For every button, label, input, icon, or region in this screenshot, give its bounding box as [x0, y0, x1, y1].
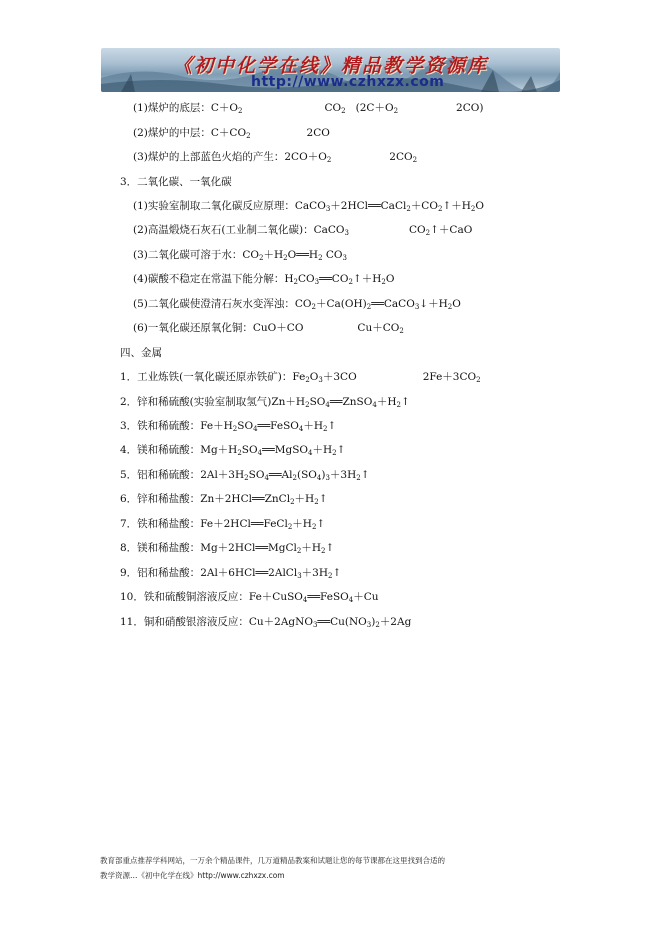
section4-item-9: 9．铝和稀盐酸：$2Al+6HCl══2AlCl_3+3H_2↑$: [120, 567, 342, 580]
banner-title: 《初中化学在线》精品教学资源库: [172, 55, 488, 77]
section4-heading: 四、金属: [120, 347, 162, 359]
section4-item-6: 6．锌和稀盐酸：$Zn+2HCl══ZnCl_2+H_2↑$: [120, 493, 328, 506]
section4-item-5: 5．铝和稀硫酸：$2Al+3H_2SO_4══Al_2(SO_4)_3+3H_2↑$: [120, 469, 370, 482]
section4-item-8: 8．镁和稀盐酸：$Mg+2HCl══MgCl_2+H_2↑$: [120, 542, 335, 555]
coal-stove-top-label: (3)煤炉的上部蓝色火焰的产生：: [133, 151, 285, 163]
section4-item-3: 3．铁和稀硫酸：$Fe+H_2SO_4══FeSO_4+H_2↑$: [120, 420, 337, 433]
coal-stove-bottom-line: (1)煤炉的底层：$C+O_2$ $CO_2$ ($2C+O_2$ 2CO): [133, 102, 484, 115]
section4-item-7: 7．铁和稀盐酸：$Fe+2HCl══FeCl_2+H_2↑$: [120, 518, 326, 531]
footer-line-1: 教育部重点推荐学科网站，一万余个精品课件，几万道精品教案和试题让您的每节课都在这里找到合适的: [100, 856, 445, 865]
section3-item-5: (5)二氧化碳使澄清石灰水变浑浊：$CO_2+Ca(OH)_2══CaCO_3↓+H_2O$: [133, 298, 461, 311]
coal-stove-middle-line: (2)煤炉的中层：$C+CO_2$ 2CO: [133, 127, 330, 140]
section4-item-11: 11．铜和硝酸银溶液反应：$Cu+2AgNO_3══Cu(NO_3)_2+2Ag$: [120, 616, 412, 629]
coal-stove-bottom-label: (1)煤炉的底层：: [133, 102, 211, 114]
section4-item-10: 10．铁和硫酸铜溶液反应：Fe＋CuSO$_4$══FeSO$_4$＋Cu: [120, 591, 379, 604]
header-banner: [101, 48, 560, 92]
section4-item-2: 2．锌和稀硫酸(实验室制取氢气)$Zn+H_2SO_4══ZnSO_4+H_2↑$: [120, 396, 410, 409]
coal-stove-middle-label: (2)煤炉的中层：: [133, 127, 211, 139]
footer-line-2[interactable]: 教学资源…《初中化学在线》http://www.czhxzx.com: [100, 871, 285, 880]
section3-item-3: (3)二氧化碳可溶于水：$CO_2+H_2O══H_2$ $CO_3$: [133, 249, 347, 262]
section4-item-4: 4．镁和稀硫酸：$Mg+H_2SO_4══MgSO_4+H_2↑$: [120, 444, 346, 457]
coal-stove-top-line: (3)煤炉的上部蓝色火焰的产生：$2CO+O_2$ $2CO_2$: [133, 151, 418, 164]
section3-item-2: (2)高温煅烧石灰石(工业制二氧化碳)：CaCO$_3$ $CO_2↑+CaO$: [133, 224, 473, 237]
section4-item-1: 1．工业炼铁(一氧化碳还原赤铁矿)：$Fe_2O_3+3CO$ $2Fe+3CO_2$: [120, 371, 481, 384]
section3-item-6: (6)一氧化碳还原氧化铜：CuO＋CO $Cu+CO_2$: [133, 322, 404, 335]
section3-heading: 3．二氧化碳、一氧化碳: [120, 176, 232, 188]
section3-item-4: (4)碳酸不稳定在常温下能分解：$H_2CO_3══CO_2↑+H_2O$: [133, 273, 395, 286]
banner-url-link[interactable]: http://www.czhxzx.com: [251, 74, 445, 90]
section3-item-1: (1)实验室制取二氧化碳反应原理：$CaCO_3+2HCl══CaCl_2+CO_2↑+H_2O$: [133, 200, 484, 213]
